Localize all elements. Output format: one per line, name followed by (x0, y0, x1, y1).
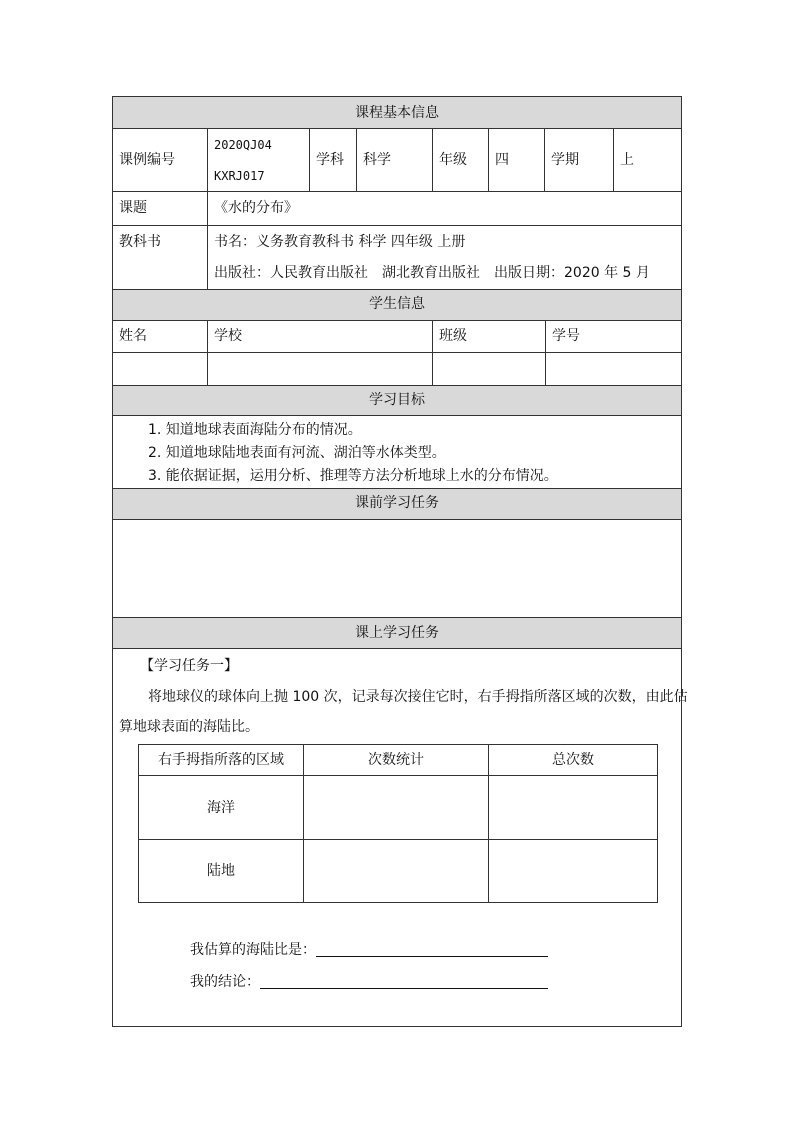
school-label: 学校 (214, 328, 242, 344)
grid-line (544, 128, 545, 191)
objectives-title: 学习目标 (369, 392, 425, 408)
conclusion-answer-line[interactable] (260, 988, 548, 989)
grid-line (112, 225, 682, 226)
grade-value: 四 (495, 152, 509, 168)
grid-line (432, 128, 433, 191)
land-count-cell[interactable] (304, 840, 488, 902)
grid-line (112, 289, 682, 290)
school-field[interactable] (208, 353, 432, 384)
task-text-line2: 算地球表面的海陆比。 (119, 719, 259, 735)
grid-line (112, 385, 682, 386)
grid-line (112, 415, 682, 416)
estimate-answer-line[interactable] (316, 956, 548, 957)
grid-line (112, 617, 682, 618)
student-info-title: 学生信息 (369, 296, 425, 312)
table-header: 右手拇指所落的区域 (158, 752, 284, 768)
textbook-line1: 书名：义务教育教科书 科学 四年级 上册 (214, 234, 466, 250)
ocean-total-cell[interactable] (489, 776, 657, 839)
objective-item: 2. 知道地球陆地表面有河流、湖泊等水体类型。 (148, 445, 446, 461)
grid-line (112, 191, 682, 192)
table-header: 次数统计 (368, 752, 424, 768)
lesson-code-line2: KXRJ017 (214, 169, 265, 183)
in-class-title: 课上学习任务 (355, 625, 439, 641)
grid-line (112, 320, 682, 321)
pre-class-answer-area[interactable] (113, 520, 681, 616)
grid-line (112, 648, 682, 649)
grid-line (488, 128, 489, 191)
lesson-code-line1: 2020QJ04 (214, 138, 272, 152)
name-field[interactable] (113, 353, 207, 384)
student-id-field[interactable] (546, 353, 681, 384)
subject-label: 学科 (316, 152, 344, 168)
task-title: 【学习任务一】 (140, 658, 238, 674)
conclusion-label: 我的结论： (190, 974, 260, 990)
ocean-count-cell[interactable] (304, 776, 488, 839)
topic-label: 课题 (119, 200, 147, 216)
grid-line (207, 128, 208, 289)
grid-line (309, 128, 310, 191)
student-id-label: 学号 (552, 328, 580, 344)
estimate-label: 我估算的海陆比是： (190, 942, 316, 958)
lesson-code-label: 课例编号 (119, 152, 175, 168)
grid-line (356, 128, 357, 191)
textbook-label: 教科书 (119, 234, 161, 250)
objective-item: 1. 知道地球表面海陆分布的情况。 (148, 422, 362, 438)
grid-line (112, 128, 682, 129)
grid-line (112, 488, 682, 489)
grid-line (613, 128, 614, 191)
table-header: 总次数 (552, 752, 594, 768)
table-row-label-land: 陆地 (207, 863, 235, 879)
task-text-line1: 将地球仪的球体向上抛 100 次，记录每次接住它时，右手拇指所落区域的次数，由此估 (148, 689, 688, 705)
land-total-cell[interactable] (489, 840, 657, 902)
subject-value: 科学 (363, 152, 391, 168)
pre-class-title: 课前学习任务 (355, 495, 439, 511)
term-label: 学期 (551, 152, 579, 168)
textbook-line2: 出版社：人民教育出版社 湖北教育出版社 出版日期：2020 年 5 月 (214, 265, 650, 281)
course-info-title: 课程基本信息 (355, 105, 439, 121)
name-label: 姓名 (119, 328, 147, 344)
grade-label: 年级 (439, 152, 467, 168)
objective-item: 3. 能依据证据，运用分析、推理等方法分析地球上水的分布情况。 (148, 468, 558, 484)
class-label: 班级 (439, 328, 467, 344)
topic-value: 《水的分布》 (214, 200, 298, 216)
class-field[interactable] (433, 353, 545, 384)
term-value: 上 (620, 152, 634, 168)
table-row-label-ocean: 海洋 (207, 800, 235, 816)
